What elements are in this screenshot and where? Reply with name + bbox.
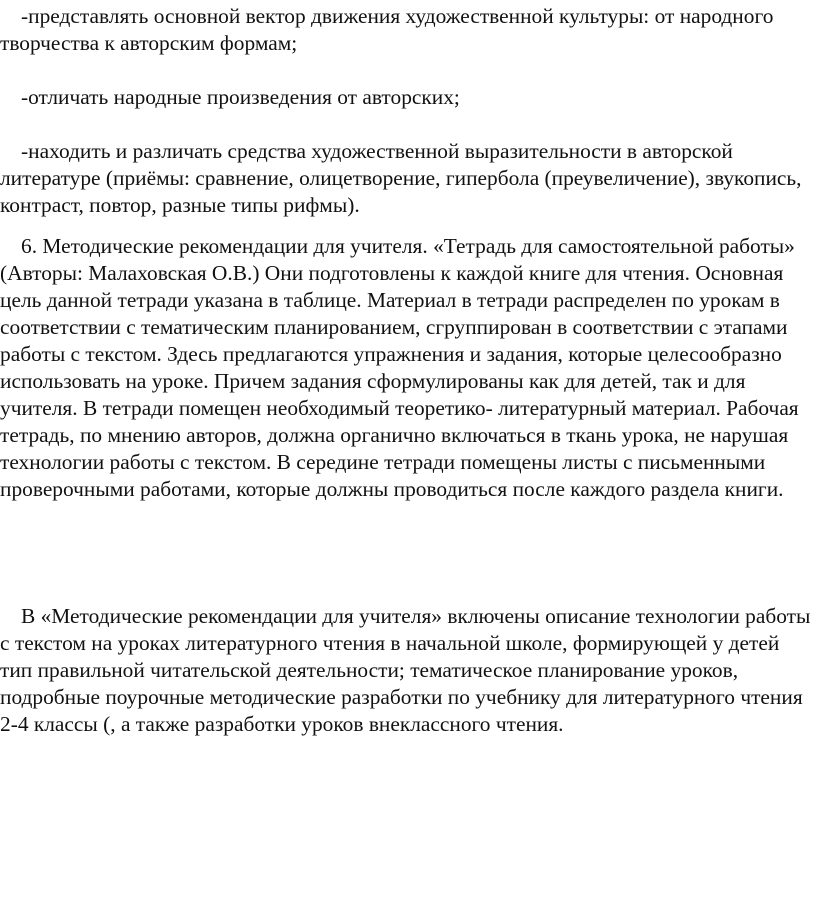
paragraph-folk-vs-author: -отличать народные произведения от авторских; — [21, 85, 460, 109]
paragraph-art-culture-vector: -представлять основной вектор движения художественной культуры: от народного творчества к авторским формам; — [0, 4, 774, 55]
paragraph-expressive-means: -находить и различать средства художественной выразительности в авторской литературе (приёмы: сравнение, олицетворение, гипербола (преувеличение), звукопись, контраст, повтор, разные типы рифмы). — [0, 139, 802, 217]
paragraph-teacher-guide-contents: В «Методические рекомендации для учителя» включены описание технологии работы с текстом на уроках литературного чтения в начальной школе, формирующей у детей тип правильной читательской деятельности; тематическое планирование уроков, подробные поурочные методические разработки по учебнику для литературного чтения 2-4 классы (, а также разработки уроков внеклассного чтения. — [0, 604, 811, 736]
paragraph-methodical-recommendations: 6. Методические рекомендации для учителя. «Тетрадь для самостоятельной работы» (Авторы: Малаховская О.В.) Они подготовлены к каждой книге для чтения. Основная цель данной тетради указана в таблице. Материал в тетради распределен по урокам в соответствии с тематическим планированием, сгруппирован в соответствии с этапами работы с текстом. Здесь предлагаются упражнения и задания, которые целесообразно использовать на уроке. Причем задания сформулированы как для детей, так и для учителя. В тетради помещен необходимый теоретико- литературный материал. Рабочая тетрадь, по мнению авторов, должна органично включаться в ткань урока, не нарушая технологии работы с текстом. В середине тетради помещены листы с письменными проверочными работами, которые должны проводиться после каждого раздела книги. — [0, 234, 799, 501]
